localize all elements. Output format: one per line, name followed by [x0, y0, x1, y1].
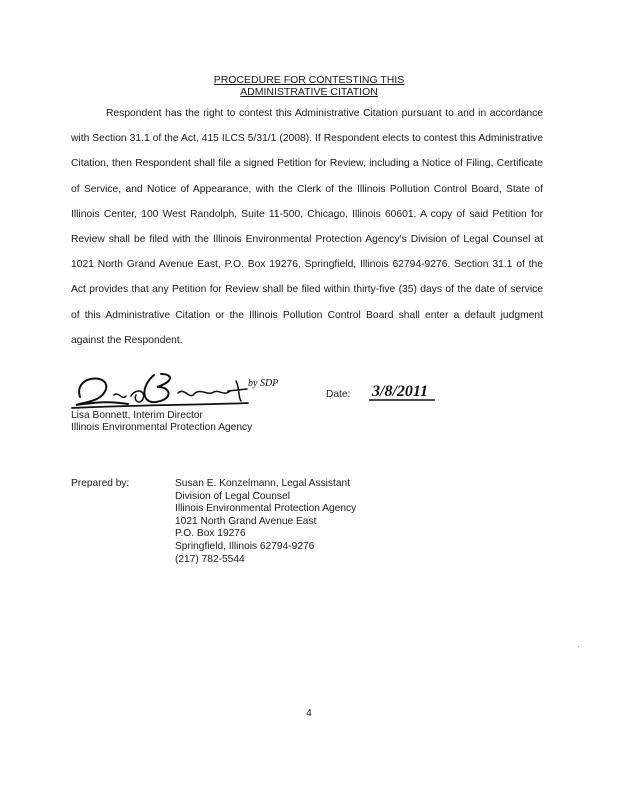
prepared-line: Illinois Environmental Protection Agency	[175, 503, 357, 515]
prepared-line: Susan E. Konzelmann, Legal Assistant	[175, 478, 350, 489]
date-label: Date:	[326, 389, 351, 400]
svg-text:by SDP: by SDP	[248, 378, 279, 389]
prepared-by-label: Prepared by:	[71, 478, 130, 489]
prepared-line: Springfield, Illinois 62794-9276	[175, 540, 315, 552]
title-line-2: ADMINISTRATIVE CITATION	[240, 86, 378, 98]
prepared-line: (217) 782-5544	[175, 553, 245, 565]
prepared-by-block	[175, 478, 356, 566]
signer-name: Lisa Bonnett, Interim Director	[71, 410, 203, 421]
signer-agency: Illinois Environmental Protection Agency	[71, 422, 253, 433]
title-line-1: PROCEDURE FOR CONTESTING THIS	[213, 74, 405, 86]
prepared-line: P.O. Box 19276	[175, 528, 246, 540]
scan-speck	[578, 646, 579, 647]
document-title	[0, 74, 618, 98]
procedure-paragraph: Respondent has the right to contest this Administrative Citation pursuant to and in accordance with Section 31.1 of the Act, 415 ILCS 5/31/1 (2008). If Respondent elects to contest this Administrative Citation, then Respondent shall file a signed Petition for Review, including a Notice of Filing, Certificate of Service, and Notice of Appearance, with the Clerk of the Illinois Pollution Control Board, State of Illinois Center, 100 West Randolph, Suite 11-500, Chicago, Illinois 60601. A copy of said Petition for Review shall be filed with the Illinois Environmental Protection Agency's Division of Legal Counsel at 1021 North Grand Avenue East, P.O. Box 19276, Springfield, Illinois 62794-9276. Section 31.1 of the Act provides that any Petition for Review shall be filed within thirty-five (35) days of the date of service of this Administrative Citation or the Illinois Pollution Control Board shall enter a default judgment against the Respondent.	[71, 108, 543, 346]
handwritten-signature	[70, 367, 290, 411]
svg-text:3/8/2011: 3/8/2011	[372, 383, 429, 400]
prepared-line: 1021 North Grand Avenue East	[175, 515, 317, 527]
prepared-line: Division of Legal Counsel	[175, 490, 290, 502]
page-number: 4	[306, 708, 312, 719]
handwritten-date	[369, 379, 435, 407]
